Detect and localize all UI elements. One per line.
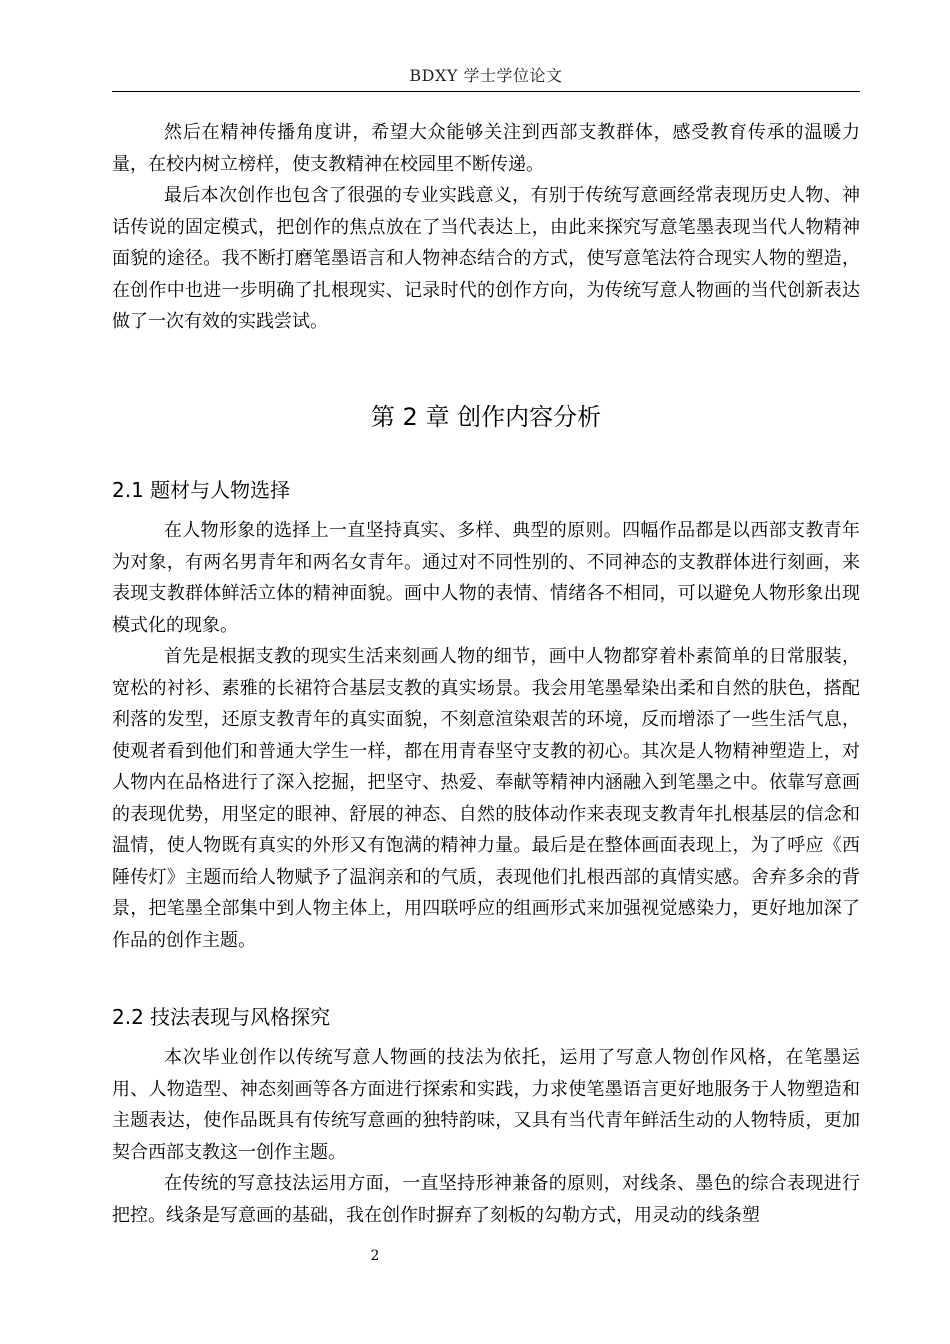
paragraph: 然后在精神传播角度讲，希望大众能够关注到西部支教群体，感受教育传承的温暖力量，在校内树立榜样，使支教精神在校园里不断传递。 (112, 122, 860, 175)
section-1-text (112, 515, 860, 956)
paragraph: 本次毕业创作以传统写意人物画的技法为依托，运用了写意人物创作风格，在笔墨运用、人物造型、神态刻画等各方面进行探索和实践，力求使笔墨语言更好地服务于人物塑造和主题表达，使作品既具有传统写意画的独特韵味，又具有当代青年鲜活生动的人物特质，更加契合西部支教这一创作主题。 (112, 1047, 860, 1163)
section-2-text (112, 1042, 860, 1231)
running-header: BDXY 学士学位论文 (409, 66, 563, 85)
section-heading: 2.2 技法表现与风格探究 (112, 1005, 331, 1029)
intro-text (112, 117, 860, 338)
paragraph: 在传统的写意技法运用方面，一直坚持形神兼备的原则，对线条、墨色的综合表现进行把控。线条是写意画的基础，我在创作时摒弃了刻板的勾勒方式，用灵动的线条塑 (112, 1173, 860, 1226)
paragraph: 在人物形象的选择上一直坚持真实、多样、典型的原则。四幅作品都是以西部支教青年为对象，有两名男青年和两名女青年。通过对不同性别的、不同神态的支教群体进行刻画，来表现支教群体鲜活立体的精神面貌。画中人物的表情、情绪各不相同，可以避免人物形象出现模式化的现象。 (112, 520, 860, 636)
paragraph: 首先是根据支教的现实生活来刻画人物的细节，画中人物都穿着朴素简单的日常服装，宽松的衬衫、素雅的长裙符合基层支教的真实场景。我会用笔墨晕染出柔和自然的肤色，搭配利落的发型，还原支教青年的真实面貌，不刻意渲染艰苦的环境，反而增添了一些生活气息，使观者看到他们和普通大学生一样，都在用青春坚守支教的初心。其次是人物精神塑造上，对人物内在品格进行了深入挖掘，把坚守、热爱、奉献等精神内涵融入到笔墨之中。依靠写意画的表现优势，用坚定的眼神、舒展的神态、自然的肢体动作来表现支教青年扎根基层的信念和温情，使人物既有真实的外形又有饱满的精神力量。最后是在整体画面表现上，为了呼应《西陲传灯》主题而给人物赋予了温润亲和的气质，表现他们扎根西部的真情实感。舍弃多余的背景，把笔墨全部集中到人物主体上，用四联呼应的组画形式来加强视觉感染力，更好地加深了作品的创作主题。 (112, 646, 860, 951)
chapter-title: 第 2 章 创作内容分析 (370, 403, 602, 431)
section-heading: 2.1 题材与人物选择 (112, 478, 291, 502)
header-divider (112, 91, 860, 92)
paragraph: 最后本次创作也包含了很强的专业实践意义，有别于传统写意画经常表现历史人物、神话传说的固定模式，把创作的焦点放在了当代表达上，由此来探究写意笔墨表现当代人物精神面貌的途径。我不断打磨笔墨语言和人物神态结合的方式，使写意笔法符合现实人物的塑造，在创作中也进一步明确了扎根现实、记录时代的创作方向，为传统写意人物画的当代创新表达做了一次有效的实践尝试。 (112, 185, 860, 332)
page-number: 2 (370, 1248, 380, 1264)
